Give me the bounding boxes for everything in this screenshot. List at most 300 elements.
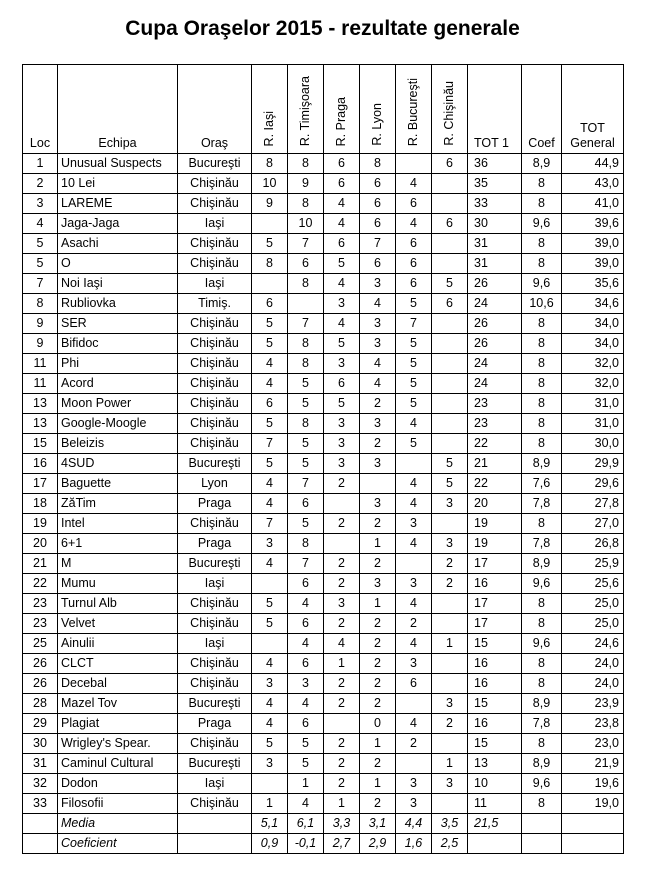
cell-tot1: 24 bbox=[468, 294, 522, 314]
cell-round-bucuresti: 2 bbox=[396, 734, 432, 754]
header-round-bucuresti: R. Bucureşti bbox=[396, 65, 432, 154]
cell-oras: Chişinău bbox=[178, 734, 252, 754]
cell-round-iasi: 5 bbox=[252, 594, 288, 614]
cell-round-timisoara: 6 bbox=[288, 494, 324, 514]
cell-coef: 8 bbox=[522, 434, 562, 454]
cell-round-bucuresti: 5 bbox=[396, 354, 432, 374]
cell-loc: 13 bbox=[23, 414, 58, 434]
page-title: Cupa Oraşelor 2015 - rezultate generale bbox=[125, 17, 520, 40]
table-row bbox=[23, 434, 624, 454]
cell-round-iasi bbox=[252, 574, 288, 594]
cell-tot-general: 41,0 bbox=[562, 194, 624, 214]
cell-loc: 7 bbox=[23, 274, 58, 294]
cell-round-bucuresti bbox=[396, 554, 432, 574]
cell-round-iasi: 8 bbox=[252, 154, 288, 174]
cell-loc: 9 bbox=[23, 314, 58, 334]
cell-round-praga: 6 bbox=[324, 174, 360, 194]
cell-tot1: 23 bbox=[468, 394, 522, 414]
cell-coef: 8 bbox=[522, 234, 562, 254]
cell-loc: 23 bbox=[23, 614, 58, 634]
cell-round-bucuresti: 6 bbox=[396, 674, 432, 694]
cell-round-lyon: 4 bbox=[360, 354, 396, 374]
header-tot1: TOT 1 bbox=[468, 65, 522, 154]
cell-echipa: Noi Iaşi bbox=[58, 274, 178, 294]
cell-oras: Chişinău bbox=[178, 594, 252, 614]
table-row bbox=[23, 294, 624, 314]
cell-round-timisoara: 7 bbox=[288, 314, 324, 334]
cell-coef: 7,8 bbox=[522, 714, 562, 734]
cell-round-chisinau: 3 bbox=[432, 534, 468, 554]
cell-echipa: Jaga-Jaga bbox=[58, 214, 178, 234]
cell-round-praga: 3 bbox=[324, 434, 360, 454]
cell-echipa: Velvet bbox=[58, 614, 178, 634]
cell-coef: 8 bbox=[522, 674, 562, 694]
cell-round-lyon: 2 bbox=[360, 514, 396, 534]
cell-round-iasi: 5 bbox=[252, 734, 288, 754]
table-row bbox=[23, 214, 624, 234]
cell-round-lyon: 2 bbox=[360, 674, 396, 694]
cell-round-iasi: 5 bbox=[252, 334, 288, 354]
cell-echipa: Mumu bbox=[58, 574, 178, 594]
cell-tot-general: 31,0 bbox=[562, 414, 624, 434]
cell-loc: 13 bbox=[23, 394, 58, 414]
cell-tot-general: 25,0 bbox=[562, 594, 624, 614]
cell-round-lyon: 3 bbox=[360, 494, 396, 514]
cell-round-chisinau bbox=[432, 314, 468, 334]
table-row bbox=[23, 714, 624, 734]
table-row bbox=[23, 594, 624, 614]
cell-round-timisoara: 1 bbox=[288, 774, 324, 794]
cell-round-praga: 3 bbox=[324, 454, 360, 474]
cell-tot-general: 39,0 bbox=[562, 234, 624, 254]
table-row bbox=[23, 674, 624, 694]
cell-round-timisoara: 8 bbox=[288, 274, 324, 294]
cell-round-chisinau bbox=[432, 614, 468, 634]
cell-loc: 5 bbox=[23, 254, 58, 274]
cell-round-timisoara: 6 bbox=[288, 614, 324, 634]
cell-round-timisoara: 5 bbox=[288, 754, 324, 774]
cell-round-iasi: 7 bbox=[252, 434, 288, 454]
header-coef: Coef bbox=[522, 65, 562, 154]
cell-loc: 31 bbox=[23, 754, 58, 774]
cell-tot-general: 24,6 bbox=[562, 634, 624, 654]
cell-round-praga: 2 bbox=[324, 614, 360, 634]
table-row bbox=[23, 634, 624, 654]
cell-round-chisinau: 3 bbox=[432, 774, 468, 794]
cell-loc: 28 bbox=[23, 694, 58, 714]
cell-round-iasi: 10 bbox=[252, 174, 288, 194]
coeficient-value: 2,9 bbox=[360, 834, 396, 854]
table-row bbox=[23, 734, 624, 754]
cell-round-praga: 5 bbox=[324, 394, 360, 414]
cell-round-chisinau bbox=[432, 234, 468, 254]
header-round-chisinau: R. Chişinău bbox=[432, 65, 468, 154]
media-row bbox=[23, 814, 624, 834]
cell-oras: Bucureşti bbox=[178, 454, 252, 474]
table-row bbox=[23, 574, 624, 594]
table-row bbox=[23, 774, 624, 794]
cell-oras: Iaşi bbox=[178, 274, 252, 294]
cell-loc: 17 bbox=[23, 474, 58, 494]
cell-oras: Chişinău bbox=[178, 354, 252, 374]
cell-round-chisinau: 2 bbox=[432, 574, 468, 594]
cell-coef: 7,8 bbox=[522, 534, 562, 554]
cell-coef: 8 bbox=[522, 254, 562, 274]
cell-echipa: Bifidoc bbox=[58, 334, 178, 354]
cell-tot-general: 24,0 bbox=[562, 674, 624, 694]
cell-tot1: 35 bbox=[468, 174, 522, 194]
cell-tot-general: 19,6 bbox=[562, 774, 624, 794]
cell-tot1: 15 bbox=[468, 634, 522, 654]
cell-round-bucuresti: 5 bbox=[396, 394, 432, 414]
cell-round-chisinau: 3 bbox=[432, 494, 468, 514]
cell-round-lyon: 1 bbox=[360, 734, 396, 754]
cell-round-lyon: 2 bbox=[360, 394, 396, 414]
cell-round-bucuresti: 5 bbox=[396, 374, 432, 394]
cell-echipa: 4SUD bbox=[58, 454, 178, 474]
cell-round-praga: 4 bbox=[324, 634, 360, 654]
cell-round-timisoara: 5 bbox=[288, 394, 324, 414]
cell-round-praga: 3 bbox=[324, 354, 360, 374]
cell-round-chisinau: 1 bbox=[432, 754, 468, 774]
cell-round-iasi: 4 bbox=[252, 354, 288, 374]
cell-coef: 8 bbox=[522, 374, 562, 394]
cell-echipa: CLCT bbox=[58, 654, 178, 674]
cell-round-chisinau bbox=[432, 434, 468, 454]
cell-tot1: 11 bbox=[468, 794, 522, 814]
cell-tot1: 24 bbox=[468, 354, 522, 374]
cell-oras: Praga bbox=[178, 494, 252, 514]
cell-round-chisinau: 5 bbox=[432, 454, 468, 474]
cell-round-timisoara bbox=[288, 294, 324, 314]
cell-round-iasi bbox=[252, 774, 288, 794]
cell-tot-general: 35,6 bbox=[562, 274, 624, 294]
cell-oras: Bucureşti bbox=[178, 554, 252, 574]
cell-round-praga: 3 bbox=[324, 594, 360, 614]
cell-round-praga: 1 bbox=[324, 654, 360, 674]
cell-oras: Chişinău bbox=[178, 614, 252, 634]
cell-tot1: 17 bbox=[468, 554, 522, 574]
cell-round-timisoara: 7 bbox=[288, 554, 324, 574]
cell-round-lyon: 6 bbox=[360, 254, 396, 274]
cell-loc: 4 bbox=[23, 214, 58, 234]
cell-coef: 7,6 bbox=[522, 474, 562, 494]
cell-loc: 19 bbox=[23, 514, 58, 534]
cell-round-bucuresti: 3 bbox=[396, 514, 432, 534]
cell-round-bucuresti: 3 bbox=[396, 654, 432, 674]
cell-loc: 5 bbox=[23, 234, 58, 254]
cell-tot1: 16 bbox=[468, 674, 522, 694]
cell-echipa: Unusual Suspects bbox=[58, 154, 178, 174]
table-row bbox=[23, 234, 624, 254]
cell-tot1: 33 bbox=[468, 194, 522, 214]
cell-round-lyon: 3 bbox=[360, 334, 396, 354]
cell-echipa: 10 Lei bbox=[58, 174, 178, 194]
cell-round-praga: 3 bbox=[324, 294, 360, 314]
cell-loc: 20 bbox=[23, 534, 58, 554]
cell-echipa: Moon Power bbox=[58, 394, 178, 414]
cell-round-chisinau bbox=[432, 174, 468, 194]
cell-round-bucuresti: 5 bbox=[396, 294, 432, 314]
cell-tot1: 26 bbox=[468, 314, 522, 334]
cell-loc: 1 bbox=[23, 154, 58, 174]
cell-round-timisoara: 6 bbox=[288, 654, 324, 674]
cell-round-bucuresti: 4 bbox=[396, 214, 432, 234]
cell-tot-general: 34,0 bbox=[562, 314, 624, 334]
cell-round-bucuresti bbox=[396, 754, 432, 774]
cell-tot-general: 27,8 bbox=[562, 494, 624, 514]
table-row bbox=[23, 174, 624, 194]
cell-echipa: SER bbox=[58, 314, 178, 334]
cell-round-iasi: 4 bbox=[252, 654, 288, 674]
cell-tot-general: 23,8 bbox=[562, 714, 624, 734]
cell-coef: 8 bbox=[522, 354, 562, 374]
cell-round-lyon: 4 bbox=[360, 294, 396, 314]
cell-oras: Chişinău bbox=[178, 794, 252, 814]
cell-loc: 30 bbox=[23, 734, 58, 754]
cell-round-iasi: 5 bbox=[252, 234, 288, 254]
cell-loc: 32 bbox=[23, 774, 58, 794]
cell-echipa: Caminul Cultural bbox=[58, 754, 178, 774]
cell-round-iasi: 4 bbox=[252, 474, 288, 494]
cell-loc: 23 bbox=[23, 594, 58, 614]
cell-round-chisinau bbox=[432, 374, 468, 394]
cell-coef: 9,6 bbox=[522, 214, 562, 234]
table-row bbox=[23, 194, 624, 214]
cell-oras: Iaşi bbox=[178, 214, 252, 234]
cell-loc: 26 bbox=[23, 674, 58, 694]
table-row bbox=[23, 374, 624, 394]
cell-round-chisinau: 2 bbox=[432, 714, 468, 734]
cell-tot1: 13 bbox=[468, 754, 522, 774]
table-row bbox=[23, 554, 624, 574]
cell-round-iasi: 3 bbox=[252, 674, 288, 694]
cell-round-iasi: 7 bbox=[252, 514, 288, 534]
cell-echipa: Google-Moogle bbox=[58, 414, 178, 434]
cell-round-iasi: 4 bbox=[252, 694, 288, 714]
cell-coef: 8 bbox=[522, 514, 562, 534]
cell-coef: 8,9 bbox=[522, 154, 562, 174]
cell-tot1: 16 bbox=[468, 714, 522, 734]
cell-echipa: Turnul Alb bbox=[58, 594, 178, 614]
cell-tot1: 26 bbox=[468, 274, 522, 294]
cell-round-chisinau bbox=[432, 594, 468, 614]
cell-round-praga: 2 bbox=[324, 554, 360, 574]
cell-round-lyon: 0 bbox=[360, 714, 396, 734]
cell-oras: Bucureşti bbox=[178, 694, 252, 714]
cell-round-iasi: 3 bbox=[252, 754, 288, 774]
cell-tot-general: 34,6 bbox=[562, 294, 624, 314]
table-row bbox=[23, 354, 624, 374]
table-row bbox=[23, 414, 624, 434]
cell-coef: 9,6 bbox=[522, 574, 562, 594]
cell-round-lyon: 2 bbox=[360, 694, 396, 714]
cell-round-praga: 2 bbox=[324, 734, 360, 754]
cell-loc: 3 bbox=[23, 194, 58, 214]
table-row bbox=[23, 314, 624, 334]
cell-round-praga: 2 bbox=[324, 694, 360, 714]
cell-oras: Praga bbox=[178, 714, 252, 734]
cell-tot1: 19 bbox=[468, 534, 522, 554]
cell-tot1: 17 bbox=[468, 614, 522, 634]
cell-echipa: Phi bbox=[58, 354, 178, 374]
cell-round-chisinau bbox=[432, 194, 468, 214]
header-oras: Oraş bbox=[178, 65, 252, 154]
cell-round-timisoara: 5 bbox=[288, 454, 324, 474]
cell-tot1: 20 bbox=[468, 494, 522, 514]
cell-oras: Chişinău bbox=[178, 314, 252, 334]
cell-oras: Chişinău bbox=[178, 674, 252, 694]
cell-round-bucuresti: 3 bbox=[396, 794, 432, 814]
cell-round-lyon: 6 bbox=[360, 194, 396, 214]
cell-coef: 10,6 bbox=[522, 294, 562, 314]
header-tot-general: TOT General bbox=[562, 65, 624, 154]
cell-round-lyon: 6 bbox=[360, 214, 396, 234]
table-row bbox=[23, 654, 624, 674]
cell-tot-general: 26,8 bbox=[562, 534, 624, 554]
cell-round-praga: 5 bbox=[324, 334, 360, 354]
cell-tot-general: 32,0 bbox=[562, 354, 624, 374]
media-value: 5,1 bbox=[252, 814, 288, 834]
cell-tot1: 19 bbox=[468, 514, 522, 534]
cell-round-timisoara: 4 bbox=[288, 634, 324, 654]
cell-tot1: 17 bbox=[468, 594, 522, 614]
cell-echipa: Ainulii bbox=[58, 634, 178, 654]
table-row bbox=[23, 794, 624, 814]
cell-echipa: Intel bbox=[58, 514, 178, 534]
cell-round-bucuresti bbox=[396, 454, 432, 474]
cell-round-lyon: 1 bbox=[360, 774, 396, 794]
cell-round-praga: 4 bbox=[324, 274, 360, 294]
cell-round-chisinau bbox=[432, 674, 468, 694]
cell-round-chisinau: 6 bbox=[432, 154, 468, 174]
cell-echipa: Rubliovka bbox=[58, 294, 178, 314]
cell-round-iasi bbox=[252, 214, 288, 234]
header-round-iasi: R. Iaşi bbox=[252, 65, 288, 154]
cell-loc: 2 bbox=[23, 174, 58, 194]
cell-round-timisoara: 8 bbox=[288, 414, 324, 434]
cell-round-timisoara: 4 bbox=[288, 794, 324, 814]
cell-round-timisoara: 10 bbox=[288, 214, 324, 234]
cell-coef: 8 bbox=[522, 174, 562, 194]
cell-coef: 9,6 bbox=[522, 774, 562, 794]
cell-oras: Timiş. bbox=[178, 294, 252, 314]
cell-round-bucuresti: 3 bbox=[396, 574, 432, 594]
cell-round-timisoara: 9 bbox=[288, 174, 324, 194]
cell-round-lyon: 3 bbox=[360, 574, 396, 594]
cell-tot1: 10 bbox=[468, 774, 522, 794]
coeficient-value: 1,6 bbox=[396, 834, 432, 854]
cell-tot1: 30 bbox=[468, 214, 522, 234]
cell-oras: Chişinău bbox=[178, 514, 252, 534]
cell-round-bucuresti: 6 bbox=[396, 234, 432, 254]
cell-round-chisinau bbox=[432, 794, 468, 814]
cell-round-bucuresti: 7 bbox=[396, 314, 432, 334]
cell-oras: Iaşi bbox=[178, 774, 252, 794]
cell-oras: Bucureşti bbox=[178, 154, 252, 174]
cell-tot1: 24 bbox=[468, 374, 522, 394]
cell-loc: 29 bbox=[23, 714, 58, 734]
cell-round-timisoara: 7 bbox=[288, 234, 324, 254]
cell-round-iasi: 6 bbox=[252, 294, 288, 314]
cell-tot-general: 29,9 bbox=[562, 454, 624, 474]
cell-round-timisoara: 4 bbox=[288, 594, 324, 614]
cell-oras: Chişinău bbox=[178, 654, 252, 674]
table-row bbox=[23, 754, 624, 774]
table-row bbox=[23, 334, 624, 354]
cell-tot-general: 25,9 bbox=[562, 554, 624, 574]
table-row bbox=[23, 614, 624, 634]
cell-tot-general: 25,0 bbox=[562, 614, 624, 634]
cell-round-praga: 2 bbox=[324, 774, 360, 794]
cell-echipa: Baguette bbox=[58, 474, 178, 494]
cell-round-iasi: 4 bbox=[252, 714, 288, 734]
cell-oras: Chişinău bbox=[178, 374, 252, 394]
cell-round-chisinau bbox=[432, 254, 468, 274]
cell-tot1: 16 bbox=[468, 574, 522, 594]
cell-loc: 22 bbox=[23, 574, 58, 594]
cell-echipa: Decebal bbox=[58, 674, 178, 694]
cell-round-timisoara: 8 bbox=[288, 154, 324, 174]
cell-round-timisoara: 5 bbox=[288, 514, 324, 534]
header-row bbox=[23, 65, 624, 154]
cell-coef: 8 bbox=[522, 594, 562, 614]
cell-round-lyon: 3 bbox=[360, 454, 396, 474]
cell-round-praga bbox=[324, 494, 360, 514]
header-round-timisoara: R. Timişoara bbox=[288, 65, 324, 154]
results-body bbox=[23, 154, 624, 814]
cell-round-chisinau: 2 bbox=[432, 554, 468, 574]
cell-coef: 8 bbox=[522, 414, 562, 434]
cell-round-praga: 6 bbox=[324, 154, 360, 174]
cell-loc: 8 bbox=[23, 294, 58, 314]
cell-round-timisoara: 6 bbox=[288, 714, 324, 734]
cell-round-iasi: 9 bbox=[252, 194, 288, 214]
cell-oras: Chişinău bbox=[178, 434, 252, 454]
cell-echipa: O bbox=[58, 254, 178, 274]
cell-round-praga: 2 bbox=[324, 574, 360, 594]
cell-oras: Chişinău bbox=[178, 174, 252, 194]
cell-echipa: 6+1 bbox=[58, 534, 178, 554]
cell-loc: 33 bbox=[23, 794, 58, 814]
cell-oras: Chişinău bbox=[178, 194, 252, 214]
cell-tot1: 23 bbox=[468, 414, 522, 434]
cell-oras: Iaşi bbox=[178, 574, 252, 594]
cell-round-lyon: 1 bbox=[360, 594, 396, 614]
cell-round-chisinau: 6 bbox=[432, 294, 468, 314]
cell-round-timisoara: 4 bbox=[288, 694, 324, 714]
cell-echipa: Acord bbox=[58, 374, 178, 394]
cell-coef: 8,9 bbox=[522, 754, 562, 774]
cell-tot-general: 25,6 bbox=[562, 574, 624, 594]
table-row bbox=[23, 274, 624, 294]
cell-coef: 9,6 bbox=[522, 274, 562, 294]
cell-round-praga: 5 bbox=[324, 254, 360, 274]
cell-echipa: Mazel Tov bbox=[58, 694, 178, 714]
cell-round-lyon: 3 bbox=[360, 314, 396, 334]
media-value: 3,3 bbox=[324, 814, 360, 834]
cell-round-bucuresti: 6 bbox=[396, 194, 432, 214]
cell-echipa: Dodon bbox=[58, 774, 178, 794]
cell-round-bucuresti: 4 bbox=[396, 174, 432, 194]
cell-round-praga: 2 bbox=[324, 754, 360, 774]
cell-round-iasi: 5 bbox=[252, 454, 288, 474]
cell-coef: 8 bbox=[522, 654, 562, 674]
cell-coef: 9,6 bbox=[522, 634, 562, 654]
cell-round-bucuresti: 4 bbox=[396, 534, 432, 554]
cell-tot-general: 39,6 bbox=[562, 214, 624, 234]
cell-round-bucuresti: 4 bbox=[396, 494, 432, 514]
